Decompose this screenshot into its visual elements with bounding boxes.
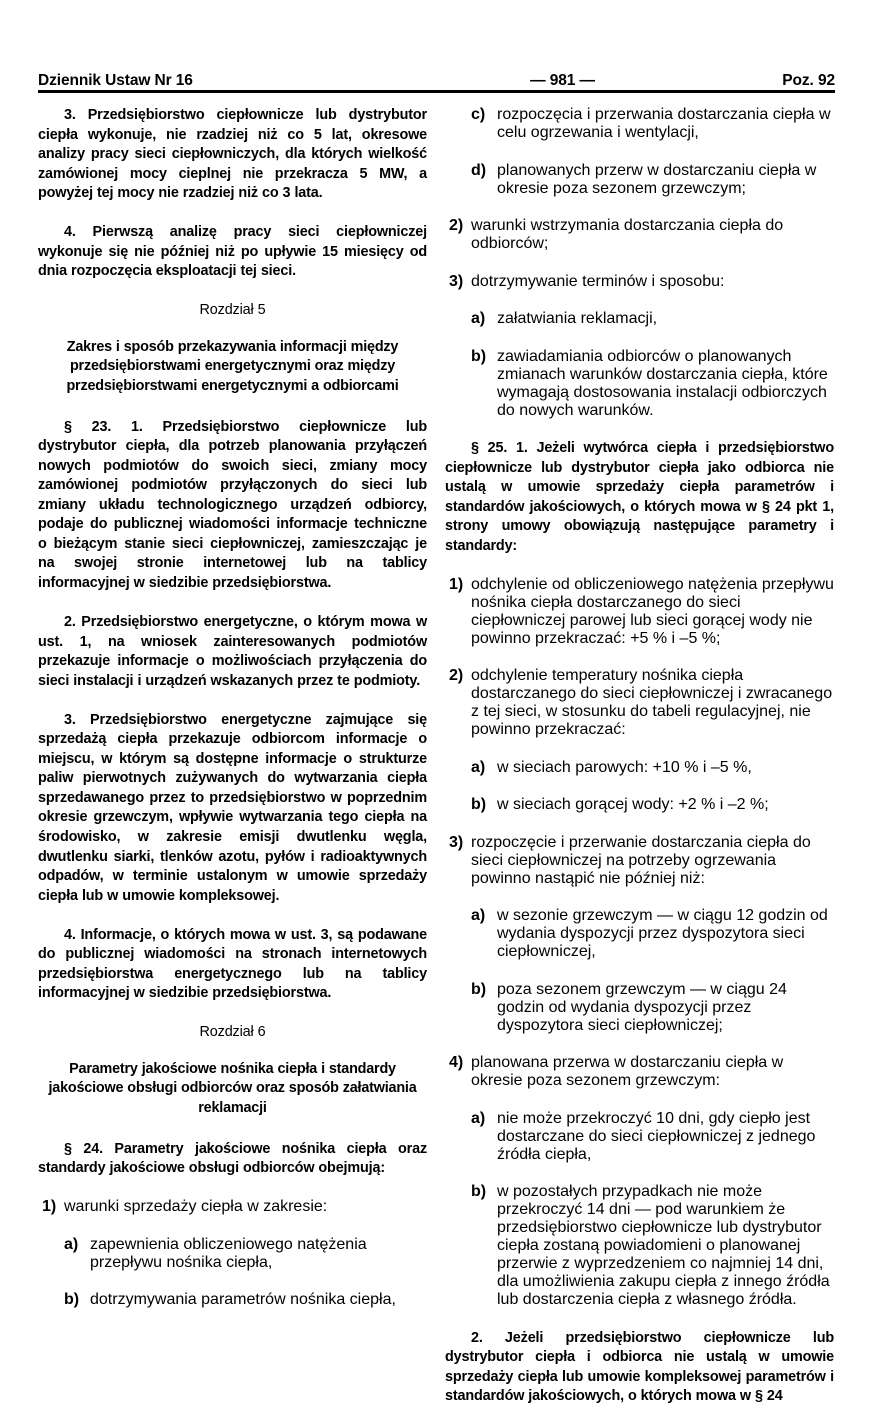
- list-marker: b): [471, 1183, 487, 1201]
- list-marker: a): [471, 1109, 486, 1127]
- list-marker: 2): [449, 217, 464, 234]
- list-item-par24-item1c: [471, 106, 834, 142]
- paragraph-par23-3: 3. Przedsiębiorstwo energetyczne zajmujące się sprzedażą ciepła przekazuje odbiorcom informacje o miejscu, w którym są dostępne informacje o strukturze paliw pierwotnych zużywanych do wytwarzania ciepła sprzedawanego przez to przedsiębiorstwo w poprzednim okresie grzewczym, wpływie wytwarzania tego ciepła na środowisko, w zakresie emisji dwutlenku węgla, dwutlenku siarki, tlenków azotu, pyłów i radioaktywnych odpadów, w terminie ustalonym w umowie sprzedaży ciepła lub w umowie kompleksowej.: [38, 711, 427, 904]
- list-item-text: dotrzymywania parametrów nośnika ciepła,: [90, 1291, 396, 1309]
- chapter-number-chapter5-number: Rozdział 5: [199, 302, 266, 319]
- list-item-text: załatwiania reklamacji,: [497, 310, 658, 327]
- list-marker: a): [471, 310, 486, 327]
- list-item-par25-item3b: [471, 981, 834, 1035]
- list-item-par25-item2a: [471, 759, 834, 777]
- paragraph-par25-1: § 25. 1. Jeżeli wytwórca ciepła i przedsiębiorstwo ciepłownicze lub dystrybutor ciepła jako odbiorca nie ustalą w umowie sprzedaży ciepła parametrów i standardów jakościowych, o których mowa w § 24 pkt 1, strony umowy obowiązują następujące parametry i standardy:: [445, 440, 834, 554]
- list-marker: a): [471, 907, 486, 925]
- list-marker: 3): [449, 272, 464, 290]
- list-marker: 4): [449, 1054, 464, 1072]
- list-marker: d): [471, 161, 487, 179]
- paragraph-par23-2: 2. Przedsiębiorstwo energetyczne, o którym mowa w ust. 1, na wniosek zainteresowanych podmiotów przekazuje informacje o możliwościach przyłączenia do sieci instalacji i urządzeń wskazanych przez te podmioty.: [38, 613, 427, 689]
- list-item-par25-item2: [445, 667, 834, 739]
- list-item-par25-item4b: [471, 1183, 834, 1309]
- list-marker: 1): [449, 575, 464, 593]
- list-item-text: w sieciach gorącej wody: +2 % i –2 %;: [497, 796, 769, 814]
- list-item-par24-item2: [445, 217, 834, 253]
- list-item-text: warunki wstrzymania dostarczania ciepła do odbiorców;: [471, 217, 784, 252]
- list-item-text: planowanych przerw w dostarczaniu ciepła w okresie poza sezonem grzewczym;: [497, 161, 817, 197]
- list-marker: 1): [42, 1198, 57, 1216]
- two-column-body: [38, 106, 835, 1426]
- paragraph-par25-2: 2. Jeżeli przedsiębiorstwo ciepłownicze lub dystrybutor ciepła i odbiorca nie ustalą w umowie sprzedaży ciepła lub umowie kompleksowej parametrów i standardów jakościowych, o których mowa w § 24: [445, 1329, 834, 1405]
- running-head-left: Dziennik Ustaw Nr 16: [38, 71, 193, 89]
- list-item-par25-item3a: [471, 907, 834, 961]
- list-marker: c): [471, 106, 486, 123]
- list-item-text: zawiadamiania odbiorców o planowanych zmianach warunków dostarczania ciepła, które wymagają dostosowania instalacji odbiorczych do nowych warunków.: [497, 347, 828, 419]
- list-item-par24-item3a: [471, 310, 834, 328]
- list-item-text: odchylenie temperatury nośnika ciepła dostarczanego do sieci ciepłowniczej i zwracanego z tej sieci, w stosunku do tabeli regulacyjnej, nie powinno przekraczać:: [471, 667, 833, 739]
- chapter-title-chapter5-title: Zakres i sposób przekazywania informacji między przedsiębiorstwami energetycznymi oraz między przedsiębiorstwami energetycznymi a odbiorcami: [66, 338, 399, 395]
- list-item-par24-item3: [445, 273, 834, 291]
- left-column: [38, 106, 427, 1426]
- list-item-text: rozpoczęcie i przerwanie dostarczania ciepła do sieci ciepłowniczej na potrzeby ogrzewania powinno nastąpić nie później niż:: [471, 833, 811, 887]
- list-item-text: w pozostałych przypadkach nie może przekroczyć 14 dni — pod warunkiem że przedsiębiorstwo ciepłownicze lub dystrybutor ciepła zostaną powiadomieni o planowanej przerwie z wyprzedzeniem co najmniej 14 dni, dla umożliwienia zakupu ciepła z innego źródła lub dostarczenia ciepła z własnego źródła.: [497, 1183, 830, 1309]
- right-column: [445, 106, 834, 1426]
- list-item-par25-item4a: [471, 1110, 834, 1164]
- list-marker: 2): [449, 667, 464, 685]
- list-item-text: dotrzymywanie terminów i sposobu:: [471, 272, 725, 290]
- paragraph-par23-4: 4. Informacje, o których mowa w ust. 3, są podawane do publicznej wiadomości na stronach internetowych przedsiębiorstwa energetycznego lub na tablicy informacyjnej w siedzibie przedsiębiorstwa.: [38, 926, 427, 1002]
- list-marker: a): [471, 758, 486, 776]
- paragraph-p4: 4. Pierwszą analizę pracy sieci ciepłowniczej wykonuje się nie później niż po upływie 15 miesięcy od dnia rozpoczęcia eksploatacji tej sieci.: [38, 224, 427, 280]
- list-item-text: w sezonie grzewczym — w ciągu 12 godzin od wydania dyspozycji przez dyspozytora sieci ciepłowniczej,: [497, 907, 828, 961]
- list-marker: b): [471, 980, 487, 998]
- list-item-text: poza sezonem grzewczym — w ciągu 24 godzin od wydania dyspozycji przez dyspozytora sieci ciepłowniczej;: [497, 980, 787, 1034]
- running-head-right: Poz. 92: [782, 71, 835, 89]
- list-item-par24-item1: [38, 1198, 427, 1216]
- list-marker: a): [64, 1235, 79, 1253]
- list-item-par25-item2b: [471, 796, 834, 814]
- list-item-text: w sieciach parowych: +10 % i –5 %,: [497, 758, 752, 776]
- list-item-par24-item1d: [471, 162, 834, 198]
- list-item-par25-item1: [445, 576, 834, 648]
- list-item-text: planowana przerwa w dostarczaniu ciepła w okresie poza sezonem grzewczym:: [471, 1054, 784, 1090]
- chapter-title-chapter6-title: Parametry jakościowe nośnika ciepła i standardy jakościowe obsługi odbiorców oraz sposób załatwiania reklamacji: [48, 1060, 417, 1116]
- running-head: [38, 62, 835, 88]
- list-marker: 3): [449, 833, 464, 851]
- list-marker: b): [64, 1291, 80, 1309]
- paragraph-p3: 3. Przedsiębiorstwo ciepłownicze lub dystrybutor ciepła wykonuje, nie rzadziej niż co 5 lat, okresowe analizy pracy sieci ciepłowniczych, dla których wielkość zamówionej mocy cieplnej nie przekracza 5 MW, a powyżej tej mocy nie rzadziej niż co 3 lata.: [38, 107, 427, 202]
- list-marker: b): [471, 347, 487, 365]
- list-item-text: rozpoczęcia i przerwania dostarczania ciepła w celu ogrzewania i wentylacji,: [497, 106, 831, 141]
- chapter-number-chapter6-number: Rozdział 6: [199, 1024, 266, 1041]
- list-item-par25-item4: [445, 1054, 834, 1090]
- list-item-par24-item1b: [64, 1291, 427, 1309]
- paragraph-par23-1: § 23. 1. Przedsiębiorstwo ciepłownicze lub dystrybutor ciepła, dla potrzeb planowania przyłączeń nowych podmiotów do swoich sieci, zmiany mocy zamówionej podmiotów przyłączonych do sieci lub zmiany układu technologicznego urządzeń odbiorcy, podaje do publicznej wiadomości informacje techniczne o bieżącym stanie sieci ciepłowniczej, zamieszczając je na swojej stronie internetowej lub na tablicy informacyjnej w siedzibie przedsiębiorstwa.: [38, 418, 427, 591]
- header-rule: [38, 90, 835, 93]
- list-item-text: warunki sprzedaży ciepła w zakresie:: [64, 1198, 328, 1216]
- list-item-par24-item3b: [471, 348, 834, 420]
- list-item-text: odchylenie od obliczeniowego natężenia przepływu nośnika ciepła dostarczanego do sieci ciepłowniczej parowej lub sieci gorącej wody nie powinno przekraczać: +5 % i –5 %;: [471, 575, 834, 647]
- list-item-par25-item3: [445, 834, 834, 888]
- list-item-text: zapewnienia obliczeniowego natężenia przepływu nośnika ciepła,: [90, 1235, 367, 1271]
- paragraph-par24: § 24. Parametry jakościowe nośnika ciepła oraz standardy jakościowe obsługi odbiorców obejmują:: [38, 1140, 427, 1177]
- list-item-par24-item1a: [64, 1236, 427, 1272]
- list-marker: b): [471, 796, 487, 814]
- list-item-text: nie może przekroczyć 10 dni, gdy ciepło jest dostarczane do sieci ciepłowniczej z jednego źródła ciepła,: [497, 1109, 816, 1163]
- running-head-center: — 981 —: [530, 71, 595, 89]
